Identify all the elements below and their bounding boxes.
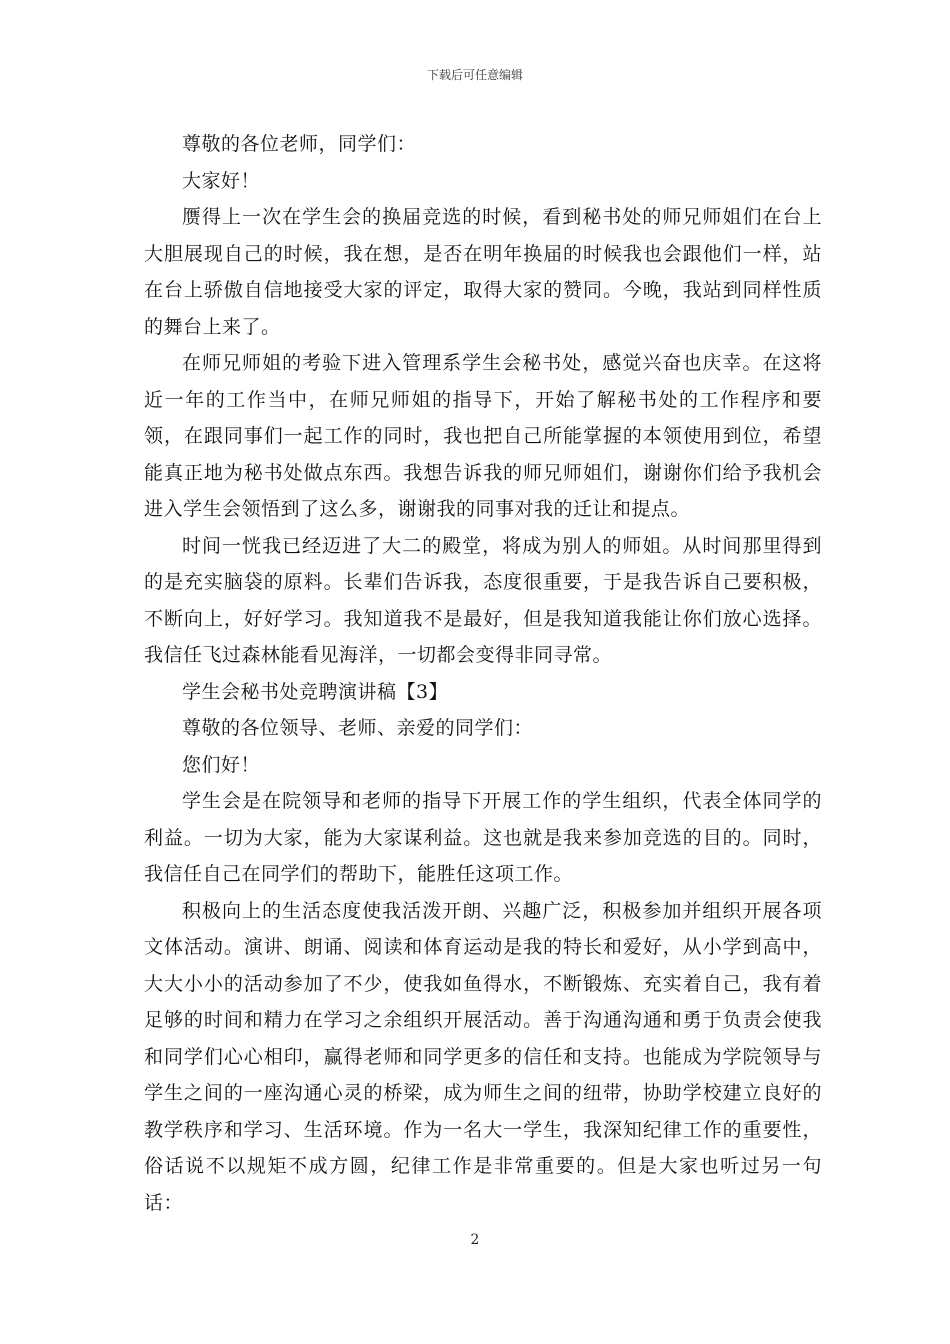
salutation: 尊敬的各位领导、老师、亲爱的同学们： [182, 717, 534, 739]
page-number: 2 [470, 1232, 480, 1248]
greeting: 大家好！ [182, 169, 261, 192]
body-paragraph: 时间一恍我已经迈进了大二的殿堂，将成为别人的师姐。从时间那里得到的是充实脑袋的原料。长辈们告诉我，态度很重要，于是我告诉自己要积极，不断向上，好好学习。我知道我不是最好，但是我知道我能让你们放心选择。我信任飞过森林能看见海洋，一切都会变得非同寻常。 [144, 534, 822, 666]
greeting: 您们好！ [182, 753, 261, 776]
document-body [144, 126, 822, 1221]
page-header: 下载后可任意编辑 [426, 68, 523, 82]
section-title: 学生会秘书处竞聘演讲稿【3】 [182, 680, 449, 703]
body-paragraph: 学生会是在院领导和老师的指导下开展工作的学生组织，代表全体同学的利益。一切为大家，能为大家谋利益。这也就是我来参加竞选的目的。同时，我信任自己在同学们的帮助下，能胜任这项工作。 [144, 790, 822, 885]
body-paragraph: 赝得上一次在学生会的换届竞选的时候，看到秘书处的师兄师姐们在台上大胆展现自己的时候，我在想，是否在明年换届的时候我也会跟他们一样，站在台上骄傲自信地接受大家的评定，取得大家的赞同。今晚，我站到同样性质的舞台上来了。 [144, 206, 822, 338]
body-paragraph: 在师兄师姐的考验下进入管理系学生会秘书处，感觉兴奋也庆幸。在这将近一年的工作当中，在师兄师姐的指导下，开始了解秘书处的工作程序和要领，在跟同事们一起工作的同时，我也把自己所能掌握的本领使用到位，希望能真正地为秘书处做点东西。我想告诉我的师兄师姐们，谢谢你们给予我机会进入学生会领悟到了这么多，谢谢我的同事对我的迁让和提点。 [144, 352, 822, 520]
salutation: 尊敬的各位老师，同学们： [182, 133, 417, 155]
body-paragraph: 积极向上的生活态度使我活泼开朗、兴趣广泛，积极参加并组织开展各项文体活动。演讲、朗诵、阅读和体育运动是我的特长和爱好，从小学到高中，大大小小的活动参加了不少，使我如鱼得水，不断锻炼、充实着自己，我有着足够的时间和精力在学习之余组织开展活动。善于沟通沟通和勇于负责会使我和同学们心心相印，赢得老师和同学更多的信任和支持。也能成为学院领导与学生之间的一座沟通心灵的桥梁，成为师生之间的纽带，协助学校建立良好的教学秩序和学习、生活环境。作为一名大一学生，我深知纪律工作的重要性，俗话说不以规矩不成方圆，纪律工作是非常重要的。但是大家也听过另一句话： [144, 899, 822, 1214]
